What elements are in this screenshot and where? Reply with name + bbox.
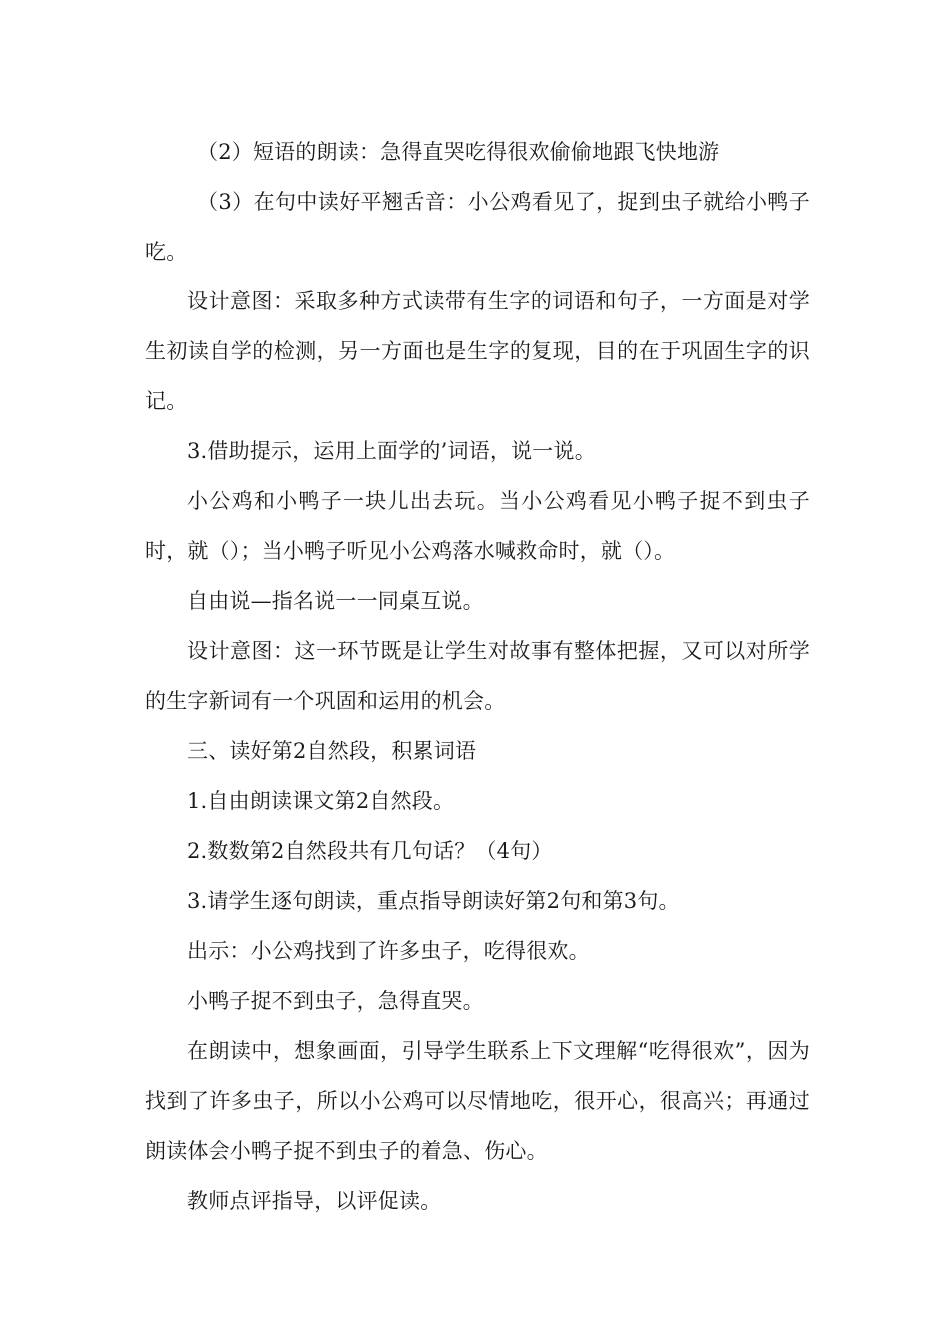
paragraph-design-intent-1: 设计意图：采取多种方式读带有生字的词语和句子，一方面是对学生初读自学的检测，另一方面也是生字的复现，目的在于巩固生字的识记。 xyxy=(145,289,810,413)
paragraph-reading-guidance: 在朗读中，想象画面，引导学生联系上下文理解“吃得很欢”，因为找到了许多虫子，所以小公鸡可以尽情地吃，很开心，很高兴；再通过朗读体会小鸭子捉不到虫子的着急、伤心。 xyxy=(145,1039,810,1163)
paragraph-teacher-comment: 教师点评指导，以评促读。 xyxy=(187,1189,442,1213)
paragraph-step-1: 1.自由朗读课文第2自然段。 xyxy=(187,789,455,813)
paragraph-step-3-hint: 3.借助提示，运用上面学的’词语，说一说。 xyxy=(187,439,596,463)
paragraph-show-sentence-1: 出示：小公鸡找到了许多虫子，吃得很欢。 xyxy=(187,939,590,963)
paragraph-design-intent-2: 设计意图：这一环节既是让学生对故事有整体把握，又可以对所学的生字新词有一个巩固和运用的机会。 xyxy=(145,639,810,713)
section-heading-3: 三、读好第2自然段，积累词语 xyxy=(187,739,477,763)
paragraph-speaking-activity: 自由说—指名说一一同桌互说。 xyxy=(187,589,484,613)
paragraph-step-2: 2.数数第2自然段共有几句话？（4句） xyxy=(187,839,553,863)
paragraph-step-3: 3.请学生逐句朗读，重点指导朗读好第2句和第3句。 xyxy=(187,889,680,913)
paragraph-sentence-reading: （3）在句中读好平翘舌音：小公鸡看见了，捉到虫子就给小鸭子吃。 xyxy=(145,190,810,264)
paragraph-show-sentence-2: 小鸭子捉不到虫子，急得直哭。 xyxy=(187,989,484,1013)
paragraph-phrase-reading: （2）短语的朗读：急得直哭吃得很欢偷偷地跟飞快地游 xyxy=(197,140,720,164)
paragraph-story-prompt: 小公鸡和小鸭子一块儿出去玩。当小公鸡看见小鸭子捉不到虫子时，就（）；当小鸭子听见小公鸡落水喊救命时，就（）。 xyxy=(145,489,810,563)
